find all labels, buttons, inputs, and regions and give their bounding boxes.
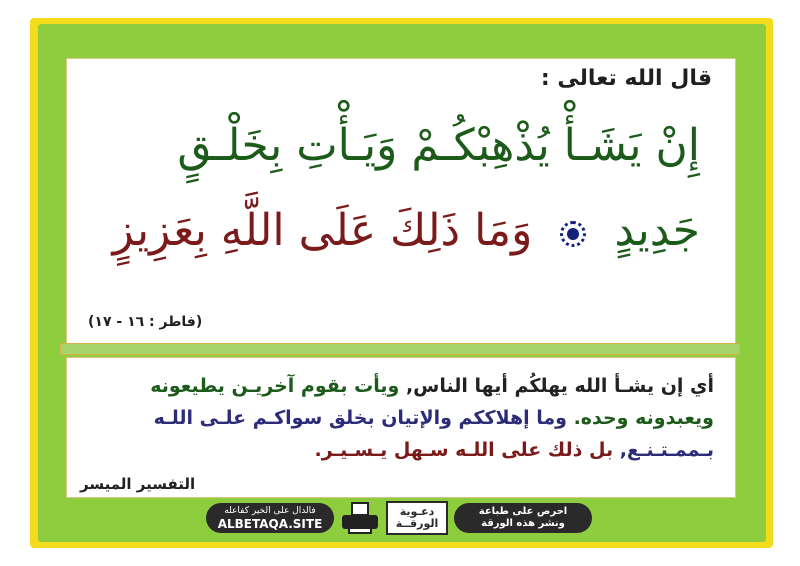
site-badge[interactable] <box>206 503 334 533</box>
logo-top-text: دعـوية <box>399 505 435 518</box>
tafsir-part-2: ويأت بقوم آخريـن يطيعونه ويعبدونه <box>150 375 714 429</box>
tafsir-source: التفسير الميسر <box>80 475 196 493</box>
tafsir-part-3: وحده. <box>566 407 636 429</box>
site-motto: فالدال على الخير كفاعله <box>224 505 316 516</box>
footer-bar <box>206 500 602 536</box>
verse-line-2-start: جَدِيدٍ <box>614 205 700 256</box>
tafsir-text <box>84 370 714 466</box>
ayah-end-icon <box>560 221 586 247</box>
print-reminder-badge <box>454 503 592 533</box>
intro-heading: قال الله تعالى : <box>540 66 712 91</box>
panel-divider <box>60 343 740 355</box>
print-reminder-line-1: احرص على طباعة <box>478 506 568 517</box>
verse-line-1: إِنْ يَشَـأْ يُذْهِبْكُـمْ وَيَـأْتِ بِخَلْـقٍ <box>177 120 700 171</box>
verse-line-2-end: وَمَا ذَلِكَ عَلَى اللَّهِ بِعَزِيزٍ <box>112 205 533 256</box>
verse-line-2 <box>113 205 700 258</box>
verse-panel <box>66 58 736 348</box>
printer-icon <box>340 501 380 535</box>
site-url[interactable]: ALBETAQA.SITE <box>217 516 323 531</box>
tafsir-part-4: وما إهلاككم والإتيان بخلق سواكـم علـى اللـه بـممـتـنـع, <box>153 407 714 461</box>
print-reminder-line-2: ونشر هذه الورقة <box>481 518 565 529</box>
brand-logo <box>386 501 448 535</box>
verse-reference: (فاطر : ١٦ - ١٧) <box>88 314 203 330</box>
tafsir-part-1: أي إن يشـأ الله يهلكُم أيها الناس, <box>399 375 714 397</box>
tafsir-part-5: بل ذلك على اللـه سـهل يـسـيـر. <box>314 439 620 461</box>
logo-bottom-text: الورقــة <box>395 517 439 530</box>
